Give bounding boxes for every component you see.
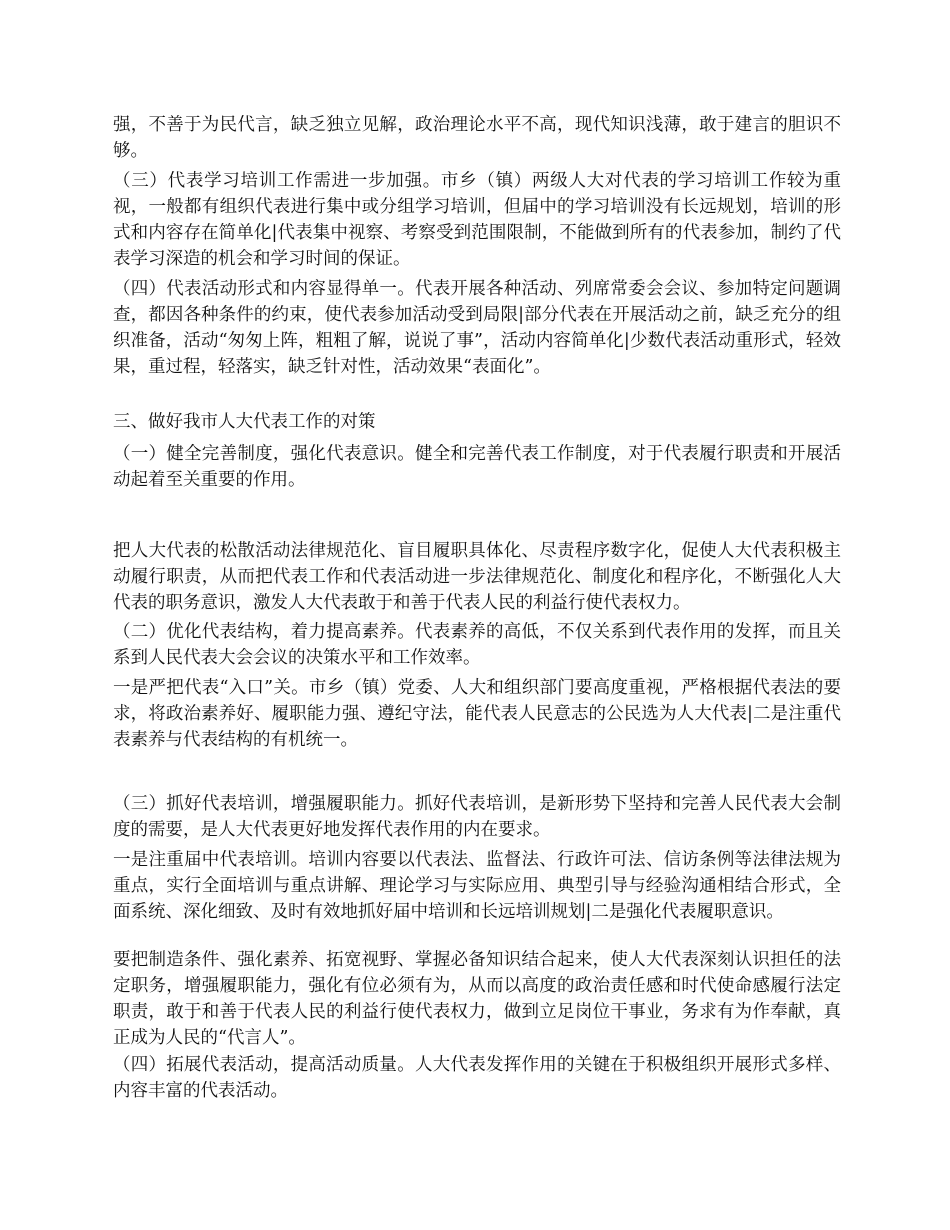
paragraph-5: 把人大代表的松散活动法律规范化、盲目履职具体化、尽责程序数字化，促使人大代表积极主动履行职责，从而把代表工作和代表活动进一步法律规范化、制度化和程序化，不断强化人大代表的职务意识，激发人大代表敢于和善于代表人民的利益行使代表权力。 (113, 541, 841, 613)
paragraph-4: （一）健全完善制度，强化代表意识。健全和完善代表工作制度，对于代表履行职责和开展活动起着至关重要的作用。 (113, 444, 841, 490)
paragraph-10: 要把制造条件、强化素养、拓宽视野、掌握必备知识结合起来，使人大代表深刻认识担任的法定职务，增强履职能力，强化有位必须有为，从而以高度的政治责任感和时代使命感履行法定职责，敢于和善于代表人民的利益行使代表权力，做到立足岗位干事业，务求有为作奉献，真正成为人民的“代言人”。 (113, 950, 841, 1048)
paragraph-8: （三）抓好代表培训，增强履职能力。抓好代表培训，是新形势下坚持和完善人民代表大会制度的需要，是人大代表更好地发挥代表作用的内在要求。 (113, 794, 841, 840)
paragraph-3: （四）代表活动形式和内容显得单一。代表开展各种活动、列席常委会会议、参加特定问题调查，都因各种条件的约束，使代表参加活动受到局限|部分代表在开展活动之前，缺乏充分的组织准备，活动“匆匆上阵，粗粗了解，说说了事”，活动内容简单化|少数代表活动重形式，轻效果，重过程，轻落实，缺乏针对性，活动效果“表面化”。 (113, 279, 841, 377)
paragraph-11: （四）拓展代表活动，提高活动质量。人大代表发挥作用的关键在于积极组织开展形式多样、内容丰富的代表活动。 (113, 1055, 841, 1101)
paragraph-1: 强，不善于为民代言，缺乏独立见解，政治理论水平不高，现代知识浅薄，敢于建言的胆识不够。 (113, 115, 841, 161)
paragraph-7: 一是严把代表“入口”关。市乡（镇）党委、人大和组织部门要高度重视，严格根据代表法的要求，将政治素养好、履职能力强、遵纪守法，能代表人民意志的公民选为人大代表|二是注重代表素养与代表结构的有机统一。 (113, 678, 841, 750)
paragraph-6: （二）优化代表结构，着力提高素养。代表素养的高低，不仅关系到代表作用的发挥，而且关系到人民代表大会会议的决策水平和工作效率。 (113, 622, 841, 668)
paragraph-9: 一是注重届中代表培训。培训内容要以代表法、监督法、行政许可法、信访条例等法律法规为重点，实行全面培训与重点讲解、理论学习与实际应用、典型引导与经验沟通相结合形式，全面系统、深化细致、及时有效地抓好届中培训和长远培训规划|二是强化代表履职意识。 (113, 850, 841, 922)
paragraph-2: （三）代表学习培训工作需进一步加强。市乡（镇）两级人大对代表的学习培训工作较为重视，一般都有组织代表进行集中或分组学习培训，但届中的学习培训没有长远规划，培训的形式和内容存在简单化|代表集中视察、考察受到范围限制，不能做到所有的代表参加，制约了代表学习深造的机会和学习时间的保证。 (113, 171, 841, 269)
section-heading: 三、做好我市人大代表工作的对策 (113, 412, 376, 432)
